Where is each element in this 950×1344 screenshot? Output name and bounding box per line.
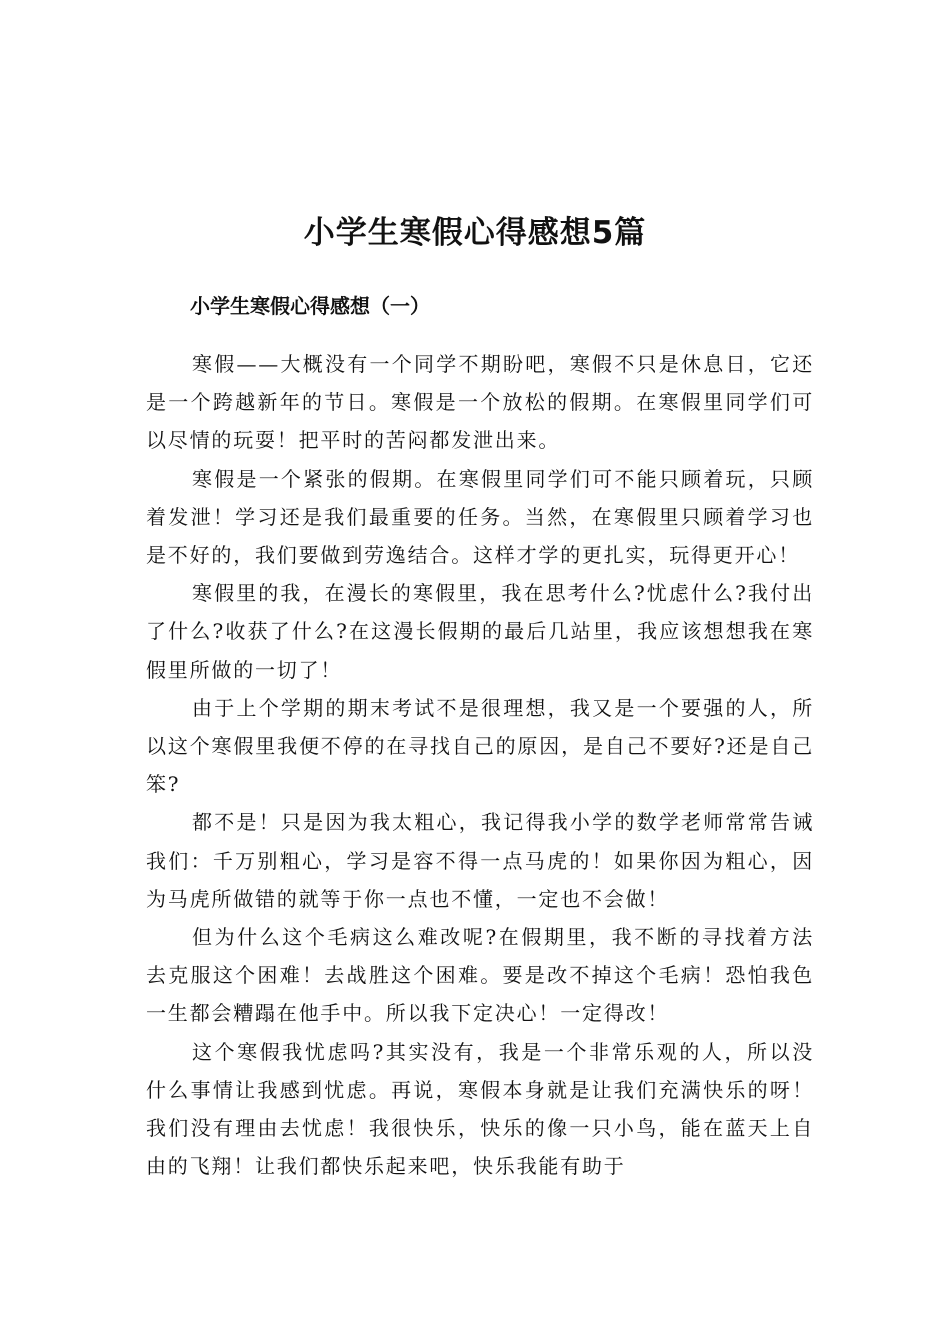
paragraph: 寒假——大概没有一个同学不期盼吧，寒假不只是休息日，它还是一个跨越新年的节日。寒假是一个放松的假期。在寒假里同学们可以尽情的玩耍！把平时的苦闷都发泄出来。	[146, 352, 814, 453]
paragraph: 但为什么这个毛病这么难改呢?在假期里，我不断的寻找着方法去克服这个困难！去战胜这个困难。要是改不掉这个毛病！恐怕我色一生都会糟蹋在他手中。所以我下定决心！一定得改！	[146, 925, 814, 1026]
paragraph: 寒假是一个紧张的假期。在寒假里同学们可不能只顾着玩，只顾着发泄！学习还是我们最重要的任务。当然，在寒假里只顾着学习也是不好的，我们要做到劳逸结合。这样才学的更扎实，玩得更开心！	[146, 466, 814, 568]
paragraph: 由于上个学期的期末考试不是很理想，我又是一个要强的人，所以这个寒假里我便不停的在寻找自己的原因，是自己不要好?还是自己笨?	[146, 695, 814, 797]
document-title: 小学生寒假心得感想5篇	[303, 215, 647, 251]
section-heading: 小学生寒假心得感想（一）	[190, 294, 430, 318]
paragraph: 这个寒假我忧虑吗?其实没有，我是一个非常乐观的人，所以没什么事情让我感到忧虑。再说，寒假本身就是让我们充满快乐的呀！我们没有理由去忧虑！我很快乐，快乐的像一只小鸟，能在蓝天上自由的飞翔！让我们都快乐起来吧，快乐我能有助于	[146, 1039, 814, 1179]
body-text	[146, 345, 814, 1185]
paragraph: 都不是！只是因为我太粗心，我记得我小学的数学老师常常告诫我们：千万别粗心，学习是容不得一点马虎的！如果你因为粗心，因为马虎所做错的就等于你一点也不懂，一定也不会做！	[146, 810, 814, 911]
paragraph: 寒假里的我，在漫长的寒假里，我在思考什么?忧虑什么?我付出了什么?收获了什么?在这漫长假期的最后几站里，我应该想想我在寒假里所做的一切了！	[146, 581, 814, 682]
